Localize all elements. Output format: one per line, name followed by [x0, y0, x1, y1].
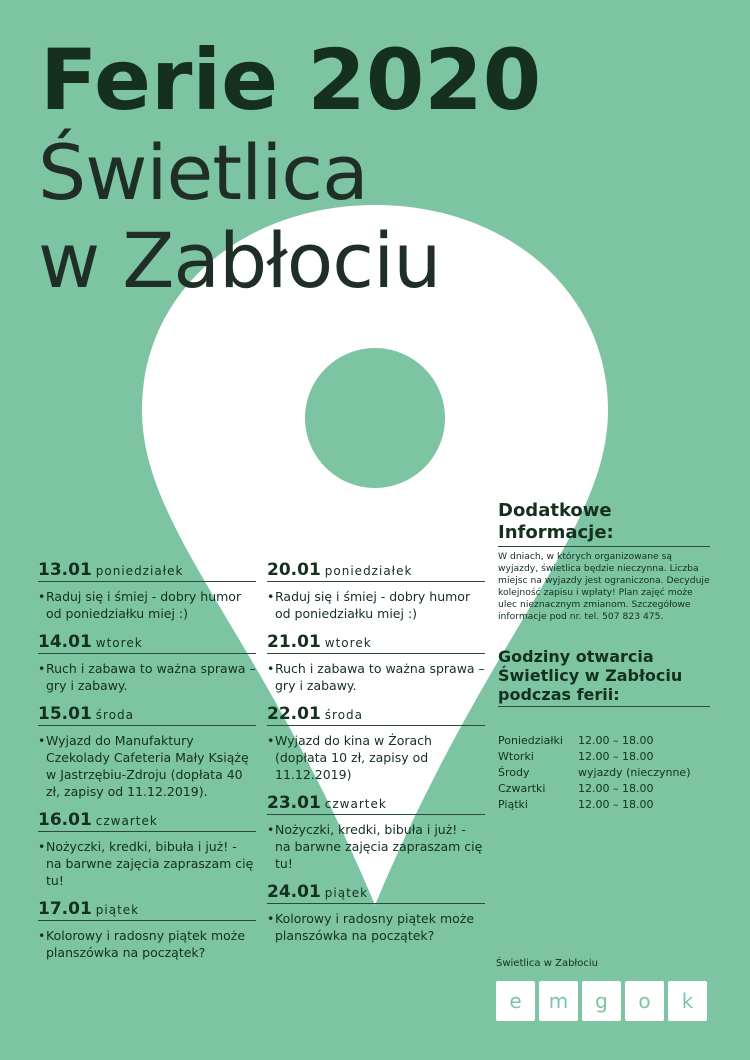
day-activity: • Ruch i zabawa to ważna sprawa – gry i zabawy.	[38, 660, 256, 694]
logo-tile: m	[539, 981, 578, 1021]
subtitle-line2: w Zabłociu	[38, 216, 441, 305]
day-date: 24.01	[267, 882, 321, 902]
schedule-week1	[38, 560, 256, 971]
info-heading: Dodatkowe Informacje:	[498, 500, 710, 547]
schedule-day	[267, 793, 485, 872]
day-activity: • Raduj się i śmiej - dobry humor od poniedziałku miej :)	[38, 588, 256, 622]
day-name: poniedziałek	[95, 564, 184, 578]
day-activity: • Kolorowy i radosny piątek może planszówka na początek?	[38, 927, 256, 961]
day-name: czwartek	[324, 797, 387, 811]
day-date: 23.01	[267, 793, 321, 813]
logo-tile: k	[668, 981, 707, 1021]
page-title: Ferie 2020	[40, 31, 542, 129]
hours-row: Piątki 12.00 – 18.00	[498, 798, 654, 811]
day-name: środa	[324, 708, 364, 722]
hours-row: Wtorki 12.00 – 18.00	[498, 750, 654, 763]
day-date: 15.01	[38, 704, 92, 724]
footer-label: Świetlica w Zabłociu	[496, 958, 598, 969]
day-name: piątek	[95, 903, 140, 917]
schedule-day	[267, 632, 485, 694]
day-name: piątek	[324, 886, 369, 900]
logo-tile: e	[496, 981, 535, 1021]
day-date: 21.01	[267, 632, 321, 652]
day-activity: • Ruch i zabawa to ważna sprawa – gry i zabawy.	[267, 660, 485, 694]
hours-table	[498, 733, 691, 813]
day-activity: • Kolorowy i radosny piątek może planszówka na początek?	[267, 910, 485, 944]
emgok-logo	[496, 981, 707, 1021]
day-date: 14.01	[38, 632, 92, 652]
subtitle-line1: Świetlica	[38, 128, 368, 217]
day-activity: • Wyjazd do kina w Żorach (dopłata 10 zł, zapisy od 11.12.2019)	[267, 732, 485, 783]
day-activity: • Wyjazd do Manufaktury Czekolady Cafeteria Mały Książę w Jastrzębiu-Zdroju (dopłata 40 zł, zapisy od 11.12.2019).	[38, 732, 256, 800]
day-name: wtorek	[95, 636, 143, 650]
info-text: W dniach, w których organizowane są wyjazdy, świetlica będzie nieczynna. Liczba miejsc na wyjazdy jest ograniczona. Decyduje kolejność zapisu i wpłaty! Plan zajęć może ulec nieznacznym zmianom. Szczegółowe informacje pod nr. tel. 507 823 475.	[498, 551, 710, 622]
day-date: 13.01	[38, 560, 92, 580]
schedule-day	[38, 704, 256, 800]
schedule-day	[38, 632, 256, 694]
info-panel	[498, 500, 710, 813]
day-name: czwartek	[95, 814, 158, 828]
schedule-day	[267, 560, 485, 622]
hours-row: Poniedziałki 12.00 – 18.00	[498, 734, 654, 747]
schedule-day	[267, 704, 485, 783]
day-name: środa	[95, 708, 135, 722]
day-activity: • Nożyczki, kredki, bibuła i już! - na barwne zajęcia zapraszam cię tu!	[267, 821, 485, 872]
day-activity: • Raduj się i śmiej - dobry humor od poniedziałku miej :)	[267, 588, 485, 622]
hours-heading: Godziny otwarcia Świetlicy w Zabłociu podczas ferii:	[498, 647, 710, 707]
hours-row: Środy wyjazdy (nieczynne)	[498, 766, 691, 779]
day-date: 17.01	[38, 899, 92, 919]
day-name: poniedziałek	[324, 564, 413, 578]
logo-tile: o	[625, 981, 664, 1021]
schedule-day	[38, 899, 256, 961]
day-date: 22.01	[267, 704, 321, 724]
day-activity: • Nożyczki, kredki, bibuła i już! - na barwne zajęcia zapraszam cię tu!	[38, 838, 256, 889]
schedule-day	[38, 810, 256, 889]
day-date: 16.01	[38, 810, 92, 830]
day-name: wtorek	[324, 636, 372, 650]
hours-row: Czwartki 12.00 – 18.00	[498, 782, 654, 795]
day-date: 20.01	[267, 560, 321, 580]
schedule-week2	[267, 560, 485, 954]
schedule-day	[38, 560, 256, 622]
schedule-day	[267, 882, 485, 944]
logo-tile: g	[582, 981, 621, 1021]
